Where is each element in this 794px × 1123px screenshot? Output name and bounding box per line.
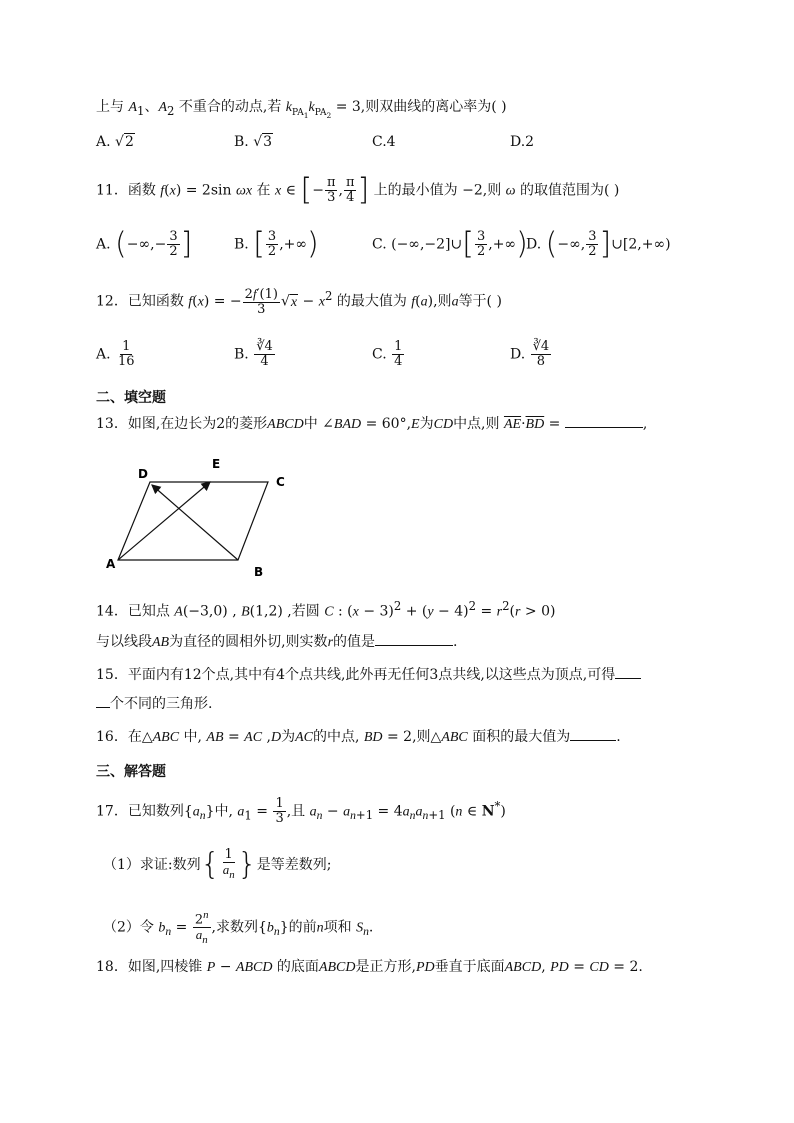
q11-stem: 11．函数 f(x) = 2sin ωx 在 x ∈ [− $\frac{\pi}{3}$ , $\frac{\pi}{4}$ ] 上的最小值为 −2,则 ω 的取值范围为( ): [96, 172, 620, 208]
q16-stem: 16．在△ABC 中, AB = AC ,D为AC的中点, BD = 2,则△ABC 面积的最大值为 .: [96, 726, 621, 748]
q12-option-b: B. $\frac{∛4}{4}$: [234, 339, 273, 369]
q15-stem: 15．平面内有12个点,其中有4个点共线,此外再无任何3点共线,以这些点为顶点,可得: [96, 664, 641, 685]
q18-stem: 18．如图,四棱锥 P − ABCD 的底面ABCD是正方形,PD垂直于底面ABCD, PD = CD = 2.: [96, 959, 643, 975]
section-answer-heading: 三、解答题: [96, 764, 166, 780]
q11-option-b: B. [ $\frac{3}{2}$ ,+∞): [234, 226, 319, 262]
label-b: B: [254, 565, 264, 579]
q15-stem-2: 个不同的三角形.: [96, 693, 212, 714]
q10-option-c: C.4: [372, 134, 396, 150]
q14-stem-2: 与以线段AB为直径的圆相外切,则实数r的值是 .: [96, 631, 457, 653]
q13-stem: 13．如图,在边长为2的菱形ABCD中 ∠BAD = 60°,E为CD中点,则 $\overline{AE}\cdot\overline{BD}$ = ,: [96, 413, 647, 435]
q14-stem: 14．已知点 A(−3,0) , B(1,2) ,若圆 C : $(x - 3)^2 + (y - 4)^2 = r^2(r > 0)$: [96, 599, 556, 620]
label-a: A: [106, 557, 116, 571]
q12-option-d: D. $\frac{∛4}{8}$: [510, 339, 550, 369]
label-e: E: [212, 457, 221, 471]
q17-part2: （2）令 $b_n$ = $\frac{2^n}{a_n}$ ,求数列$\{b_n\}$的前n项和 $S_n$.: [103, 909, 374, 946]
label-d: D: [138, 467, 148, 481]
section-fill-in-heading: 二、填空题: [96, 390, 166, 406]
q12-option-a: A. $\frac{1}{16}$: [96, 339, 135, 369]
q10-option-b: B. √3: [234, 134, 273, 150]
q10-option-d: D.2: [510, 134, 535, 150]
q12-stem: 12．已知函数 f(x) = − $\frac{2f'(1)}{3}$ $√x - x^2$ 的最大值为 f(a),则a等于( ): [96, 285, 502, 317]
q10-stem: 上与 $A_1$、$A_2$ 不重合的动点,若 $k_{PA_1}k_{PA_2} = 3$,则双曲线的离心率为( ): [96, 99, 507, 120]
q17-stem: 17．已知数列$\{a_n\}$中, $a_1$ = $\frac{1}{3}$ ,且 $a_n - a_{n+1} = 4a_na_{n+1}$ (n ∈ N*): [96, 796, 506, 827]
q11-option-a: A. (−∞,− $\frac{3}{2}$ ]: [96, 226, 193, 262]
q17-part1: （1）求证:数列{ $\frac{1}{a_n}$ }是等差数列;: [103, 846, 332, 882]
label-c: C: [276, 475, 285, 489]
q12-option-c: C. $\frac{1}{4}$: [372, 339, 403, 369]
rhombus-figure: [100, 452, 300, 582]
q11-option-d: D. (−∞, $\frac{3}{2}$ ]∪[2,+∞): [526, 226, 671, 262]
q11-option-c: C. (−∞,−2]∪[ $\frac{3}{2}$ ,+∞): [372, 226, 528, 262]
q10-option-a: A. √2: [96, 134, 134, 150]
